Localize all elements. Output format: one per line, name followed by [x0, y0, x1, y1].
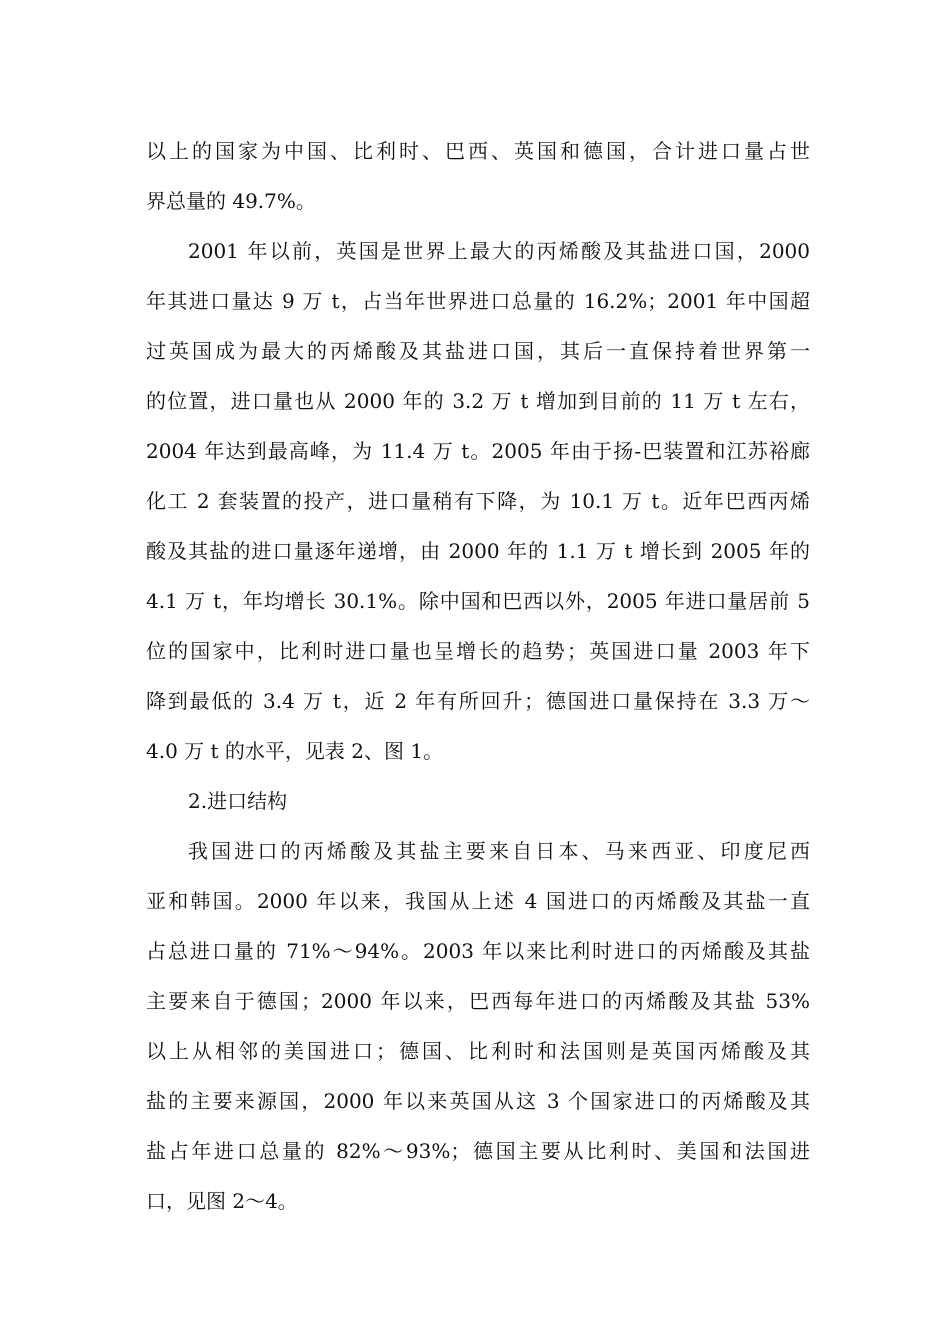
text-line: 口，见图 2～4。	[146, 1189, 298, 1213]
text-line: 界总量的 49.7%。	[146, 189, 316, 213]
text-line: 亚和韩国。2000 年以来，我国从上述 4 国进口的丙烯酸及其盐一直	[146, 889, 810, 913]
text-line: 酸及其盐的进口量逐年递增，由 2000 年的 1.1 万 t 增长到 2005 年的	[146, 539, 810, 563]
text-line: 的位置，进口量也从 2000 年的 3.2 万 t 增加到目前的 11 万 t 左右，	[146, 389, 810, 413]
text-line: 盐占年进口总量的 82%～93%；德国主要从比利时、美国和法国进	[146, 1139, 810, 1163]
text-line: 年其进口量达 9 万 t，占当年世界进口总量的 16.2%；2001 年中国超	[146, 289, 810, 313]
text-line: 2004 年达到最高峰，为 11.4 万 t。2005 年由于扬-巴装置和江苏裕廊	[146, 439, 810, 463]
text-line: 位的国家中，比利时进口量也呈增长的趋势；英国进口量 2003 年下	[146, 639, 810, 663]
section-heading: 2.进口结构	[188, 789, 288, 813]
paragraph-first-line: 2001 年以前，英国是世界上最大的丙烯酸及其盐进口国，2000	[188, 239, 810, 263]
text-line: 占总进口量的 71%～94%。2003 年以来比利时进口的丙烯酸及其盐	[146, 939, 810, 963]
text-line: 化工 2 套装置的投产，进口量稍有下降，为 10.1 万 t。近年巴西丙烯	[146, 489, 810, 513]
text-line: 4.1 万 t，年均增长 30.1%。除中国和巴西以外，2005 年进口量居前 5	[146, 589, 810, 613]
text-line: 主要来自于德国；2000 年以来，巴西每年进口的丙烯酸及其盐 53%	[146, 989, 810, 1013]
text-line: 过英国成为最大的丙烯酸及其盐进口国，其后一直保持着世界第一	[146, 339, 810, 363]
text-line: 降到最低的 3.4 万 t，近 2 年有所回升；德国进口量保持在 3.3 万～	[146, 689, 810, 713]
text-line: 以上从相邻的美国进口；德国、比利时和法国则是英国丙烯酸及其	[146, 1039, 810, 1063]
text-line: 以上的国家为中国、比利时、巴西、英国和德国，合计进口量占世	[146, 139, 810, 163]
text-line: 盐的主要来源国，2000 年以来英国从这 3 个国家进口的丙烯酸及其	[146, 1089, 810, 1113]
text-line: 4.0 万 t 的水平，见表 2、图 1。	[146, 739, 444, 763]
paragraph-first-line: 我国进口的丙烯酸及其盐主要来自日本、马来西亚、印度尼西	[188, 839, 810, 863]
